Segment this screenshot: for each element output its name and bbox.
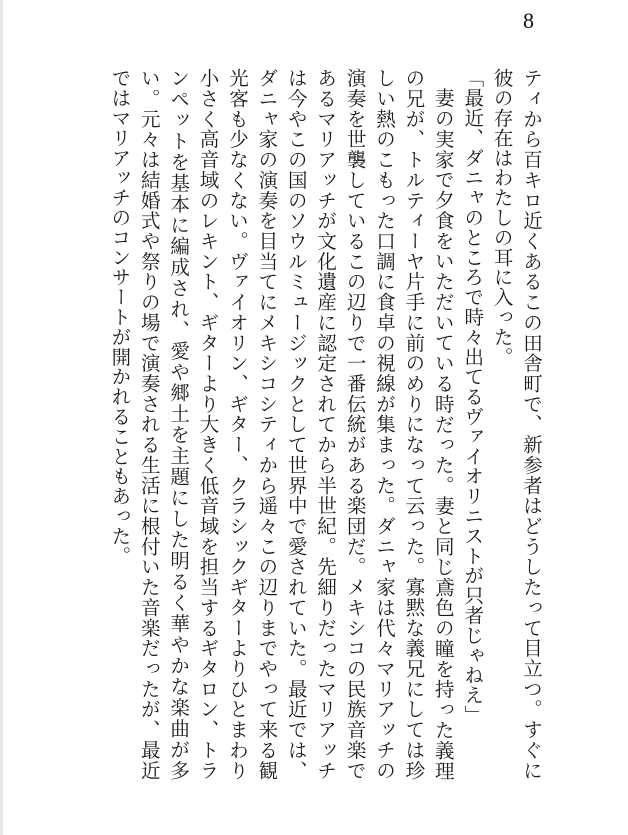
paragraph-3: 妻の実家で夕食をいただいている時だった。妻と同じ鳶色の瞳を持った義理の兄が、トルティーヤ片手に前のめりになって云った。寡黙な義兄にしては珍しい熱のこもった口調に食卓の視線が集まった。ダニャ家は代々マリアッチの演奏を世襲しているこの辺りで一番伝統がある楽団だ。メキシコの民族音楽であるマリアッチが文化遺産に認定されてから半世紀。先細りだったマリアッチは今やこの国のソウルミュージックとして世界中で愛されていた。最近では、ダニャ家の演奏を目当てにメキシコシティから遥々この辺りまでやって来る観光客も少なくない。ヴァイオリン、ギター、クラシックギターよりひとまわり小さく高音域のレキント、ギターより大きく低音域を担当するギタロン、トランペットを基本に編成され、愛や郷土を主題にした明るく華やかな楽曲が多い。元々は結婚式や祭りの場で演奏される生活に根付いた音楽だったが、最近ではマリアッチのコンサートが開かれることもあった。 [108,68,455,780]
page-edge [0,0,3,835]
body-text [105,68,546,780]
paragraph-1: ティから百キロ近くあるこの田舎町で、新参者はどうしたって目立つ。すぐに彼の存在はわたしの耳に入った。 [490,68,543,780]
paragraph-2-dialogue: 「最近、ダニャのところで時々出てるヴァイオリニストが只者じゃねえ」 [461,68,485,725]
page-number: 8 [523,8,534,33]
